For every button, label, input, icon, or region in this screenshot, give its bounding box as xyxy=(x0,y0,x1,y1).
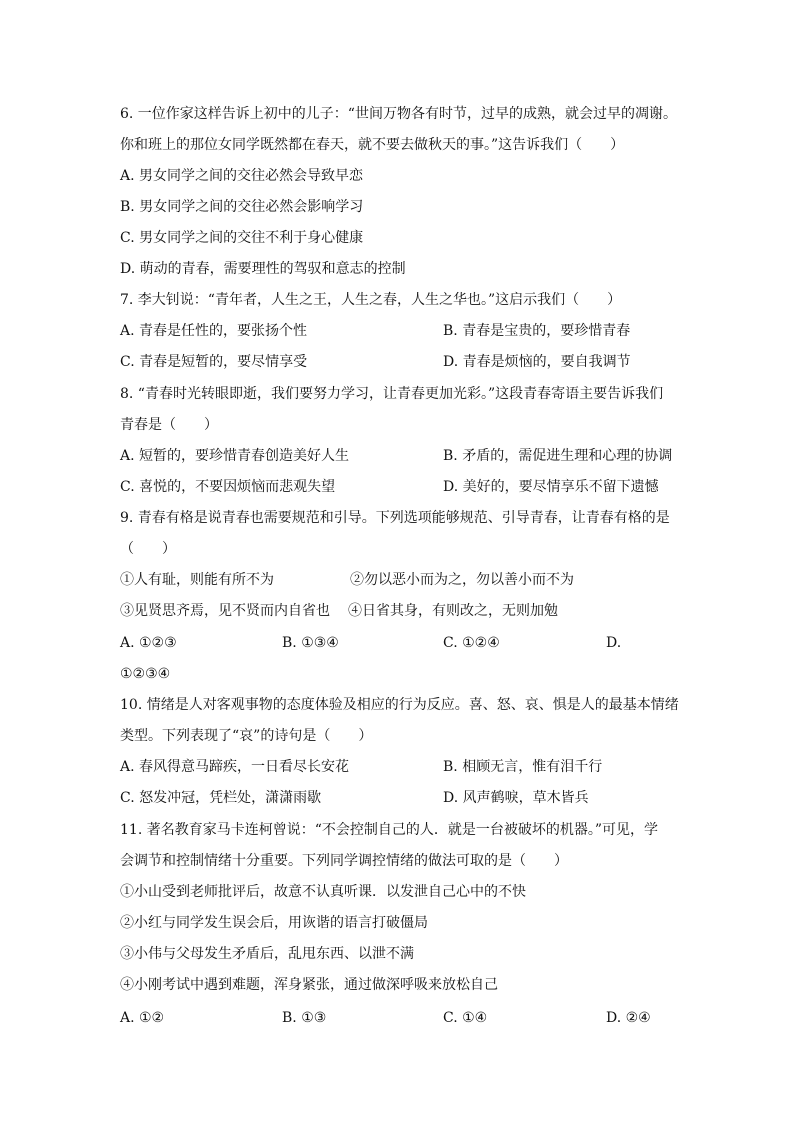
q6-option-b: B. 男女同学之间的交往必然会影响学习 xyxy=(120,199,364,215)
q9-option-b: B. ①③④ xyxy=(282,635,339,651)
q6-option-d: D. 萌动的青春，需要理性的驾驭和意志的控制 xyxy=(120,261,406,277)
q9-item-2: ②勿以恶小而为之，勿以善小而不为 xyxy=(350,572,574,588)
q8-stem-line1: 8. “青春时光转眼即逝，我们要努力学习，让青春更加光彩。”这段青春寄语主要告诉我们 xyxy=(120,386,664,402)
q6-option-c: C. 男女同学之间的交往不利于身心健康 xyxy=(120,230,364,246)
q9-option-d: D. xyxy=(606,635,622,651)
q11-option-c: C. ①④ xyxy=(443,1010,488,1026)
q9-option-c: C. ①②④ xyxy=(443,635,500,651)
q10-option-c: C. 怒发冲冠，凭栏处，潇潇雨歇 xyxy=(120,790,322,806)
q7-option-a: A. 青春是任性的，要张扬个性 xyxy=(120,323,308,339)
q7-option-d: D. 青春是烦恼的，要自我调节 xyxy=(443,354,631,370)
q11-item-1: ①小山受到老师批评后，故意不认真听课．以发泄自己心中的不快 xyxy=(120,884,526,900)
q8-option-b: B. 矛盾的，需促进生理和心理的协调 xyxy=(443,448,673,464)
q11-item-3: ③小伟与父母发生矛盾后，乱甩东西、以泄不满 xyxy=(120,946,414,962)
q9-option-a: A. ①②③ xyxy=(120,635,177,651)
q6-option-a: A. 男女同学之间的交往必然会导致早恋 xyxy=(120,168,364,184)
q11-option-b: B. ①③ xyxy=(282,1010,327,1026)
q9-item-3: ③见贤思齐焉，见不贤而内自省也 xyxy=(120,603,330,619)
q9-option-d-continued: ①②③④ xyxy=(120,666,171,682)
q11-item-4: ④小刚考试中遇到难题，浑身紧张，通过做深呼吸来放松自己 xyxy=(120,977,498,993)
q8-option-d: D. 美好的，要尽情享乐不留下遗憾 xyxy=(443,479,659,495)
q11-option-d: D. ②④ xyxy=(606,1010,651,1026)
q11-item-2: ②小红与同学发生误会后，用诙谐的语言打破僵局 xyxy=(120,915,428,931)
q10-option-a: A. 春风得意马蹄疾，一日看尽长安花 xyxy=(120,759,350,775)
q11-option-a: A. ①② xyxy=(120,1010,165,1026)
q9-item-4: ④日省其身，有则改之，无则加勉 xyxy=(348,603,558,619)
q7-option-b: B. 青春是宝贵的，要珍惜青春 xyxy=(443,323,631,339)
q7-option-c: C. 青春是短暂的，要尽情享受 xyxy=(120,354,308,370)
q10-stem-line2: 类型。下列表现了“哀”的诗句是（ ） xyxy=(120,728,373,744)
q10-option-d: D. 风声鹤唳，草木皆兵 xyxy=(443,790,589,806)
q9-stem-line2: （ ） xyxy=(120,541,176,557)
q8-option-c: C. 喜悦的，不要因烦恼而悲观失望 xyxy=(120,479,336,495)
q9-stem-line1: 9. 青春有格是说青春也需要规范和引导。下列选项能够规范、引导青春，让青春有格的是 xyxy=(120,510,670,526)
q11-stem-line1: 11. 著名教育家马卡连柯曾说：“不会控制自己的人．就是一台被破坏的机器。”可见，学 xyxy=(120,822,659,838)
q8-option-a: A. 短暂的，要珍惜青春创造美好人生 xyxy=(120,448,350,464)
q7-stem: 7. 李大钊说：“青年者，人生之王，人生之春，人生之华也。”这启示我们（ ） xyxy=(120,292,622,308)
q6-stem-line1: 6. 一位作家这样告诉上初中的儿子：“世间万物各有时节，过早的成熟，就会过早的凋谢。 xyxy=(120,106,677,122)
q8-stem-line2: 青春是（ ） xyxy=(120,417,218,433)
q6-stem-line2: 你和班上的那位女同学既然都在春天，就不要去做秋天的事。”这告诉我们（ ） xyxy=(120,137,625,153)
q11-stem-line2: 会调节和控制情绪十分重要。下列同学调控情绪的做法可取的是（ ） xyxy=(120,853,568,869)
q10-stem-line1: 10. 情绪是人对客观事物的态度体验及相应的行为反应。喜、怒、哀、惧是人的最基本情绪 xyxy=(120,697,679,713)
q9-item-1: ①人有耻，则能有所不为 xyxy=(120,572,274,588)
q10-option-b: B. 相顾无言，惟有泪千行 xyxy=(443,759,603,775)
